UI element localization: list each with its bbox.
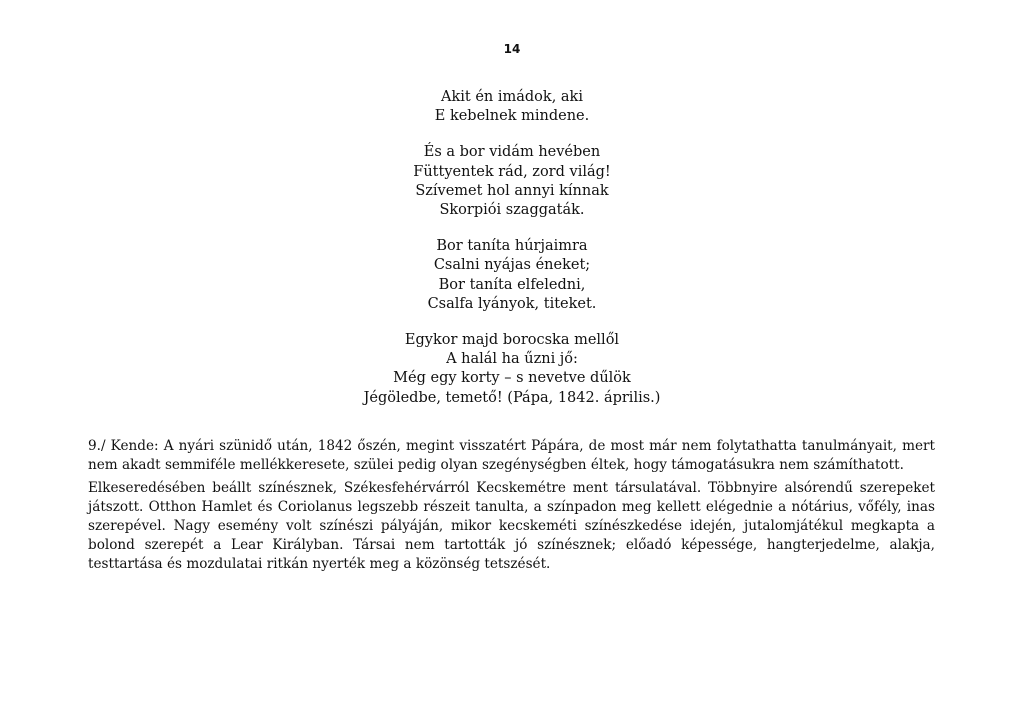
poem-line: Füttyentek rád, zord világ!	[413, 163, 611, 180]
poem-line: Jégöledbe, temető! (Pápa, 1842. április.)	[363, 389, 661, 406]
poem-line: Bor taníta elfeledni,	[438, 276, 586, 293]
poem-line: Szívemet hol annyi kínnak	[415, 182, 609, 199]
poem	[0, 88, 1024, 425]
poem-stanza	[0, 331, 1024, 408]
prose-paragraph: 9./ Kende: A nyári szünidő után, 1842 őszén, megint visszatért Pápára, de most már nem folytathatta tanulmányait, mert nem akadt semmiféle mellékkeresete, szülei pedig olyan szegénységben éltek, hogy támogatásukra nem számíthatott.	[88, 438, 935, 473]
poem-line: Egykor majd borocska mellől	[404, 332, 620, 349]
prose-paragraph: Elkeseredésében beállt színésznek, Székesfehérvárról Kecskemétre ment társulatával. Többnyire alsórendű szerepeket játszott. Otthon Hamlet és Coriolanus legszebb részeit tanulta, a színpadon meg kellett elégednie a nótárius, vőfély, inas szerepével. Nagy esemény volt színészi pályáján, mikor kecskeméti színészkedése idején, jutalomjátékul megkapta a bolond szerepét a Lear Királyban. Társai nem tartották jó színésznek; előadó képessége, hangterjedelme, alakja, testtartása és mozdulatai ritkán nyerték meg a közönség tetszését.	[88, 480, 935, 572]
page-number: 14	[503, 42, 521, 56]
poem-stanza	[0, 143, 1024, 220]
poem-line: Skorpiói szaggaták.	[439, 202, 585, 219]
poem-line: Csalfa lyányok, titeket.	[427, 295, 597, 312]
prose-body	[88, 437, 935, 578]
poem-line: A halál ha űzni jő:	[446, 351, 578, 368]
poem-line: És a bor vidám hevében	[423, 144, 601, 161]
poem-line: Bor taníta húrjaimra	[436, 238, 588, 255]
poem-stanza	[0, 88, 1024, 126]
poem-line: Csalni nyájas éneket;	[433, 257, 591, 274]
poem-line: Még egy korty – s nevetve dűlök	[393, 370, 631, 387]
poem-stanza	[0, 237, 1024, 314]
poem-line: E kebelnek mindene.	[434, 108, 590, 125]
poem-line: Akit én imádok, aki	[441, 89, 583, 105]
